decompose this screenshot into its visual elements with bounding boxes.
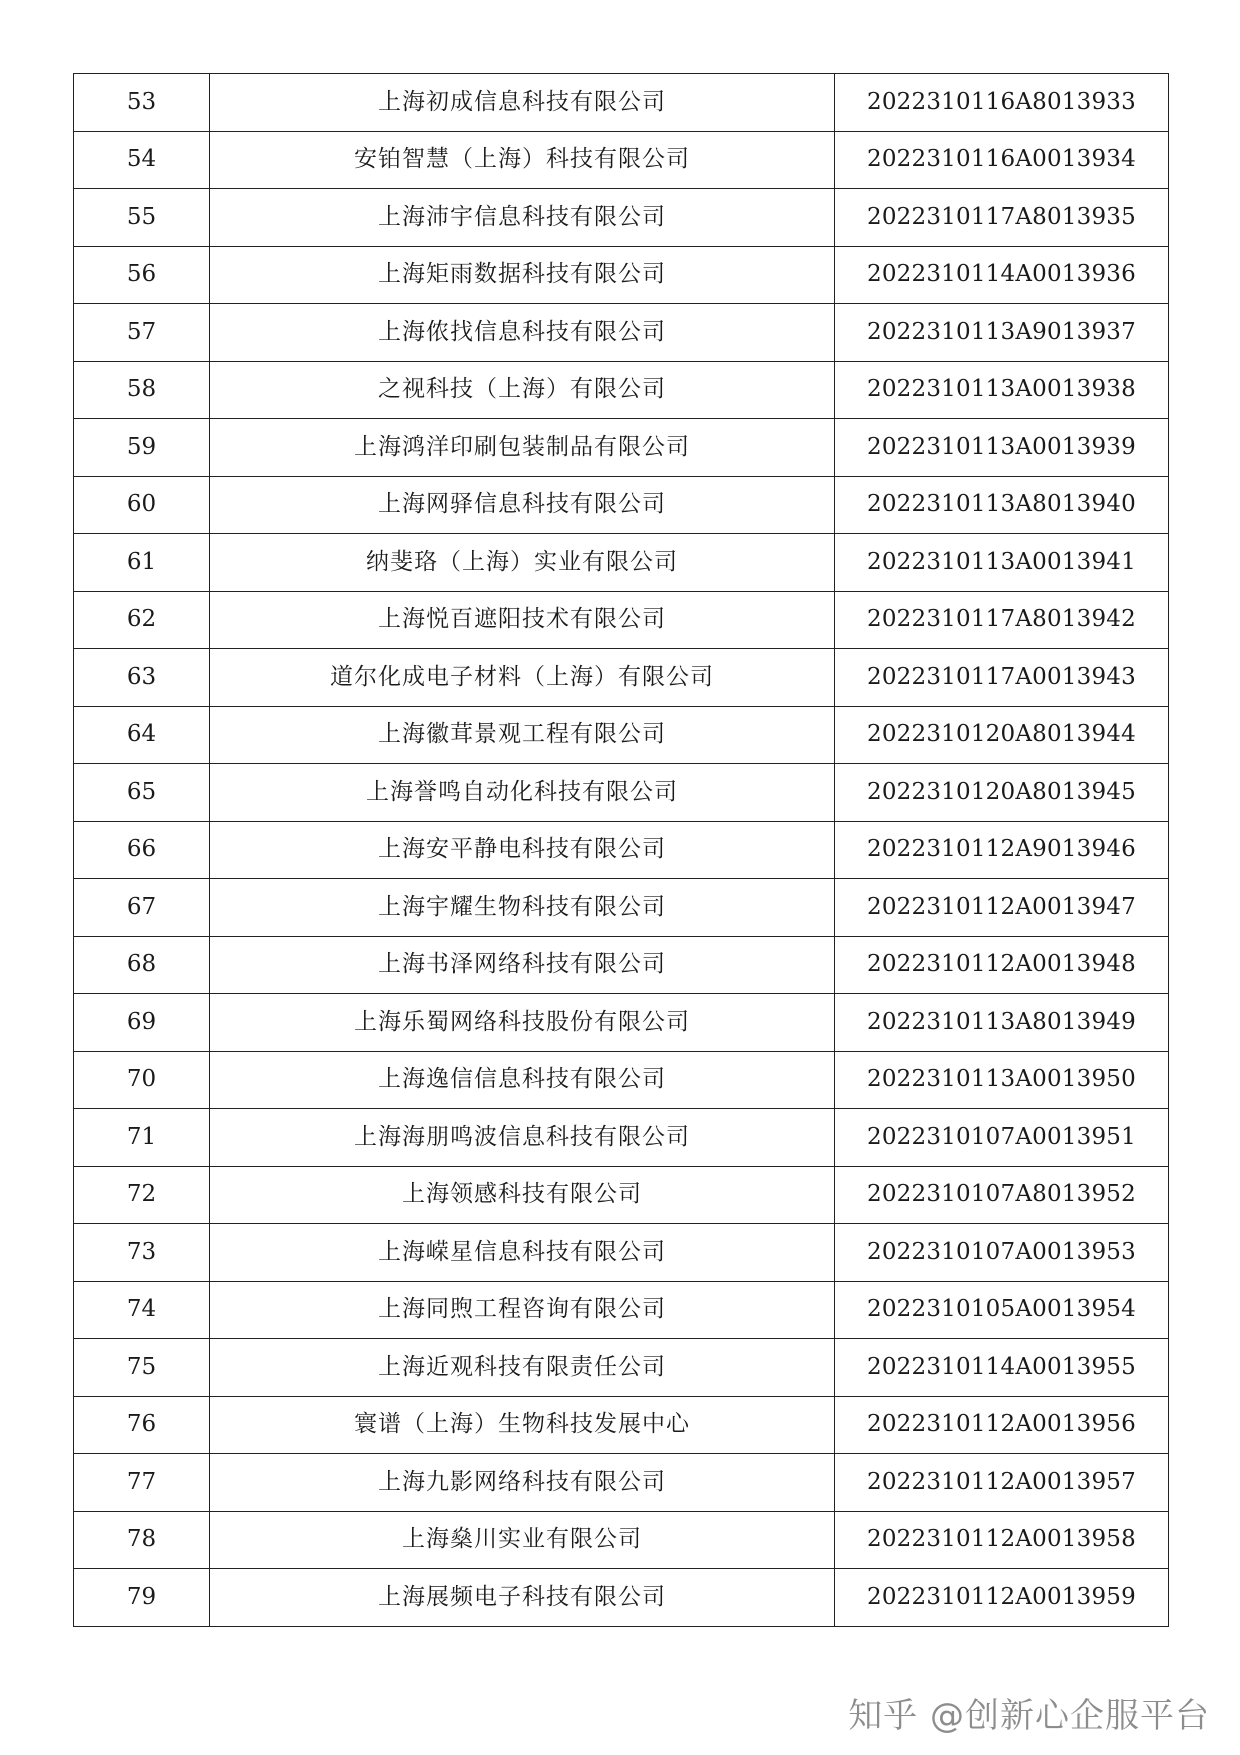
table-row bbox=[74, 1051, 1169, 1109]
registration-code: 2022310113A0013941 bbox=[835, 534, 1169, 592]
table-row bbox=[74, 304, 1169, 362]
company-name: 道尔化成电子材料（上海）有限公司 bbox=[210, 649, 835, 707]
registration-code: 2022310113A8013940 bbox=[835, 476, 1169, 534]
registration-code: 2022310112A0013958 bbox=[835, 1511, 1169, 1569]
company-table-body bbox=[74, 74, 1169, 1627]
row-number: 75 bbox=[74, 1339, 210, 1397]
table-row bbox=[74, 534, 1169, 592]
table-row bbox=[74, 1109, 1169, 1167]
row-number: 78 bbox=[74, 1511, 210, 1569]
table-row bbox=[74, 591, 1169, 649]
company-name: 上海燊川实业有限公司 bbox=[210, 1511, 835, 1569]
row-number: 58 bbox=[74, 361, 210, 419]
row-number: 65 bbox=[74, 764, 210, 822]
table-row bbox=[74, 476, 1169, 534]
table-row bbox=[74, 1511, 1169, 1569]
row-number: 60 bbox=[74, 476, 210, 534]
registration-code: 2022310120A8013944 bbox=[835, 706, 1169, 764]
row-number: 69 bbox=[74, 994, 210, 1052]
company-name: 上海展频电子科技有限公司 bbox=[210, 1569, 835, 1627]
row-number: 57 bbox=[74, 304, 210, 362]
registration-code: 2022310113A9013937 bbox=[835, 304, 1169, 362]
table-row bbox=[74, 821, 1169, 879]
registration-code: 2022310112A0013956 bbox=[835, 1396, 1169, 1454]
registration-code: 2022310117A0013943 bbox=[835, 649, 1169, 707]
row-number: 64 bbox=[74, 706, 210, 764]
company-name: 上海海朋鸣波信息科技有限公司 bbox=[210, 1109, 835, 1167]
row-number: 74 bbox=[74, 1281, 210, 1339]
row-number: 73 bbox=[74, 1224, 210, 1282]
table-row bbox=[74, 361, 1169, 419]
company-name: 上海乐蜀网络科技股份有限公司 bbox=[210, 994, 835, 1052]
company-name: 上海沛宇信息科技有限公司 bbox=[210, 189, 835, 247]
company-table bbox=[73, 73, 1169, 1627]
row-number: 76 bbox=[74, 1396, 210, 1454]
company-name: 上海网驿信息科技有限公司 bbox=[210, 476, 835, 534]
company-name: 上海安平静电科技有限公司 bbox=[210, 821, 835, 879]
company-name: 上海初成信息科技有限公司 bbox=[210, 74, 835, 132]
table-row bbox=[74, 189, 1169, 247]
table-row bbox=[74, 1166, 1169, 1224]
registration-code: 2022310107A0013953 bbox=[835, 1224, 1169, 1282]
row-number: 68 bbox=[74, 936, 210, 994]
row-number: 72 bbox=[74, 1166, 210, 1224]
company-name: 上海九影网络科技有限公司 bbox=[210, 1454, 835, 1512]
registration-code: 2022310112A0013957 bbox=[835, 1454, 1169, 1512]
table-row bbox=[74, 1281, 1169, 1339]
company-name: 安铂智慧（上海）科技有限公司 bbox=[210, 131, 835, 189]
row-number: 53 bbox=[74, 74, 210, 132]
registration-code: 2022310114A0013955 bbox=[835, 1339, 1169, 1397]
company-name: 上海誉鸣自动化科技有限公司 bbox=[210, 764, 835, 822]
registration-code: 2022310113A0013939 bbox=[835, 419, 1169, 477]
company-name: 上海同煦工程咨询有限公司 bbox=[210, 1281, 835, 1339]
table-row bbox=[74, 994, 1169, 1052]
table-row bbox=[74, 1224, 1169, 1282]
company-name: 上海矩雨数据科技有限公司 bbox=[210, 246, 835, 304]
registration-code: 2022310117A8013942 bbox=[835, 591, 1169, 649]
company-name: 寰谱（上海）生物科技发展中心 bbox=[210, 1396, 835, 1454]
row-number: 55 bbox=[74, 189, 210, 247]
company-name: 上海鸿洋印刷包装制品有限公司 bbox=[210, 419, 835, 477]
registration-code: 2022310116A0013934 bbox=[835, 131, 1169, 189]
registration-code: 2022310114A0013936 bbox=[835, 246, 1169, 304]
company-name: 上海侬找信息科技有限公司 bbox=[210, 304, 835, 362]
zhihu-watermark: 知乎 @创新心企服平台 bbox=[848, 1696, 1210, 1736]
registration-code: 2022310112A0013948 bbox=[835, 936, 1169, 994]
company-name: 上海书泽网络科技有限公司 bbox=[210, 936, 835, 994]
row-number: 54 bbox=[74, 131, 210, 189]
registration-code: 2022310113A8013949 bbox=[835, 994, 1169, 1052]
registration-code: 2022310120A8013945 bbox=[835, 764, 1169, 822]
registration-code: 2022310112A9013946 bbox=[835, 821, 1169, 879]
table-row bbox=[74, 706, 1169, 764]
registration-code: 2022310105A0013954 bbox=[835, 1281, 1169, 1339]
table-row bbox=[74, 419, 1169, 477]
row-number: 67 bbox=[74, 879, 210, 937]
table-row bbox=[74, 1569, 1169, 1627]
company-name: 上海嵘星信息科技有限公司 bbox=[210, 1224, 835, 1282]
row-number: 59 bbox=[74, 419, 210, 477]
row-number: 62 bbox=[74, 591, 210, 649]
table-row bbox=[74, 1339, 1169, 1397]
registration-code: 2022310113A0013938 bbox=[835, 361, 1169, 419]
row-number: 79 bbox=[74, 1569, 210, 1627]
row-number: 70 bbox=[74, 1051, 210, 1109]
table-row bbox=[74, 74, 1169, 132]
company-name: 上海宇耀生物科技有限公司 bbox=[210, 879, 835, 937]
table-row bbox=[74, 131, 1169, 189]
registration-code: 2022310116A8013933 bbox=[835, 74, 1169, 132]
registration-code: 2022310112A0013959 bbox=[835, 1569, 1169, 1627]
company-name: 上海徽茸景观工程有限公司 bbox=[210, 706, 835, 764]
registration-code: 2022310107A8013952 bbox=[835, 1166, 1169, 1224]
registration-code: 2022310117A8013935 bbox=[835, 189, 1169, 247]
row-number: 61 bbox=[74, 534, 210, 592]
company-name: 上海逸信信息科技有限公司 bbox=[210, 1051, 835, 1109]
row-number: 71 bbox=[74, 1109, 210, 1167]
company-name: 纳斐珞（上海）实业有限公司 bbox=[210, 534, 835, 592]
table-row bbox=[74, 1454, 1169, 1512]
table-row bbox=[74, 1396, 1169, 1454]
table-row bbox=[74, 764, 1169, 822]
row-number: 63 bbox=[74, 649, 210, 707]
registration-code: 2022310107A0013951 bbox=[835, 1109, 1169, 1167]
table-row bbox=[74, 879, 1169, 937]
row-number: 66 bbox=[74, 821, 210, 879]
company-name: 上海近观科技有限责任公司 bbox=[210, 1339, 835, 1397]
table-row bbox=[74, 649, 1169, 707]
row-number: 56 bbox=[74, 246, 210, 304]
registration-code: 2022310113A0013950 bbox=[835, 1051, 1169, 1109]
company-name: 之视科技（上海）有限公司 bbox=[210, 361, 835, 419]
table-row bbox=[74, 936, 1169, 994]
registration-code: 2022310112A0013947 bbox=[835, 879, 1169, 937]
company-name: 上海悦百遮阳技术有限公司 bbox=[210, 591, 835, 649]
table-row bbox=[74, 246, 1169, 304]
company-name: 上海领感科技有限公司 bbox=[210, 1166, 835, 1224]
row-number: 77 bbox=[74, 1454, 210, 1512]
